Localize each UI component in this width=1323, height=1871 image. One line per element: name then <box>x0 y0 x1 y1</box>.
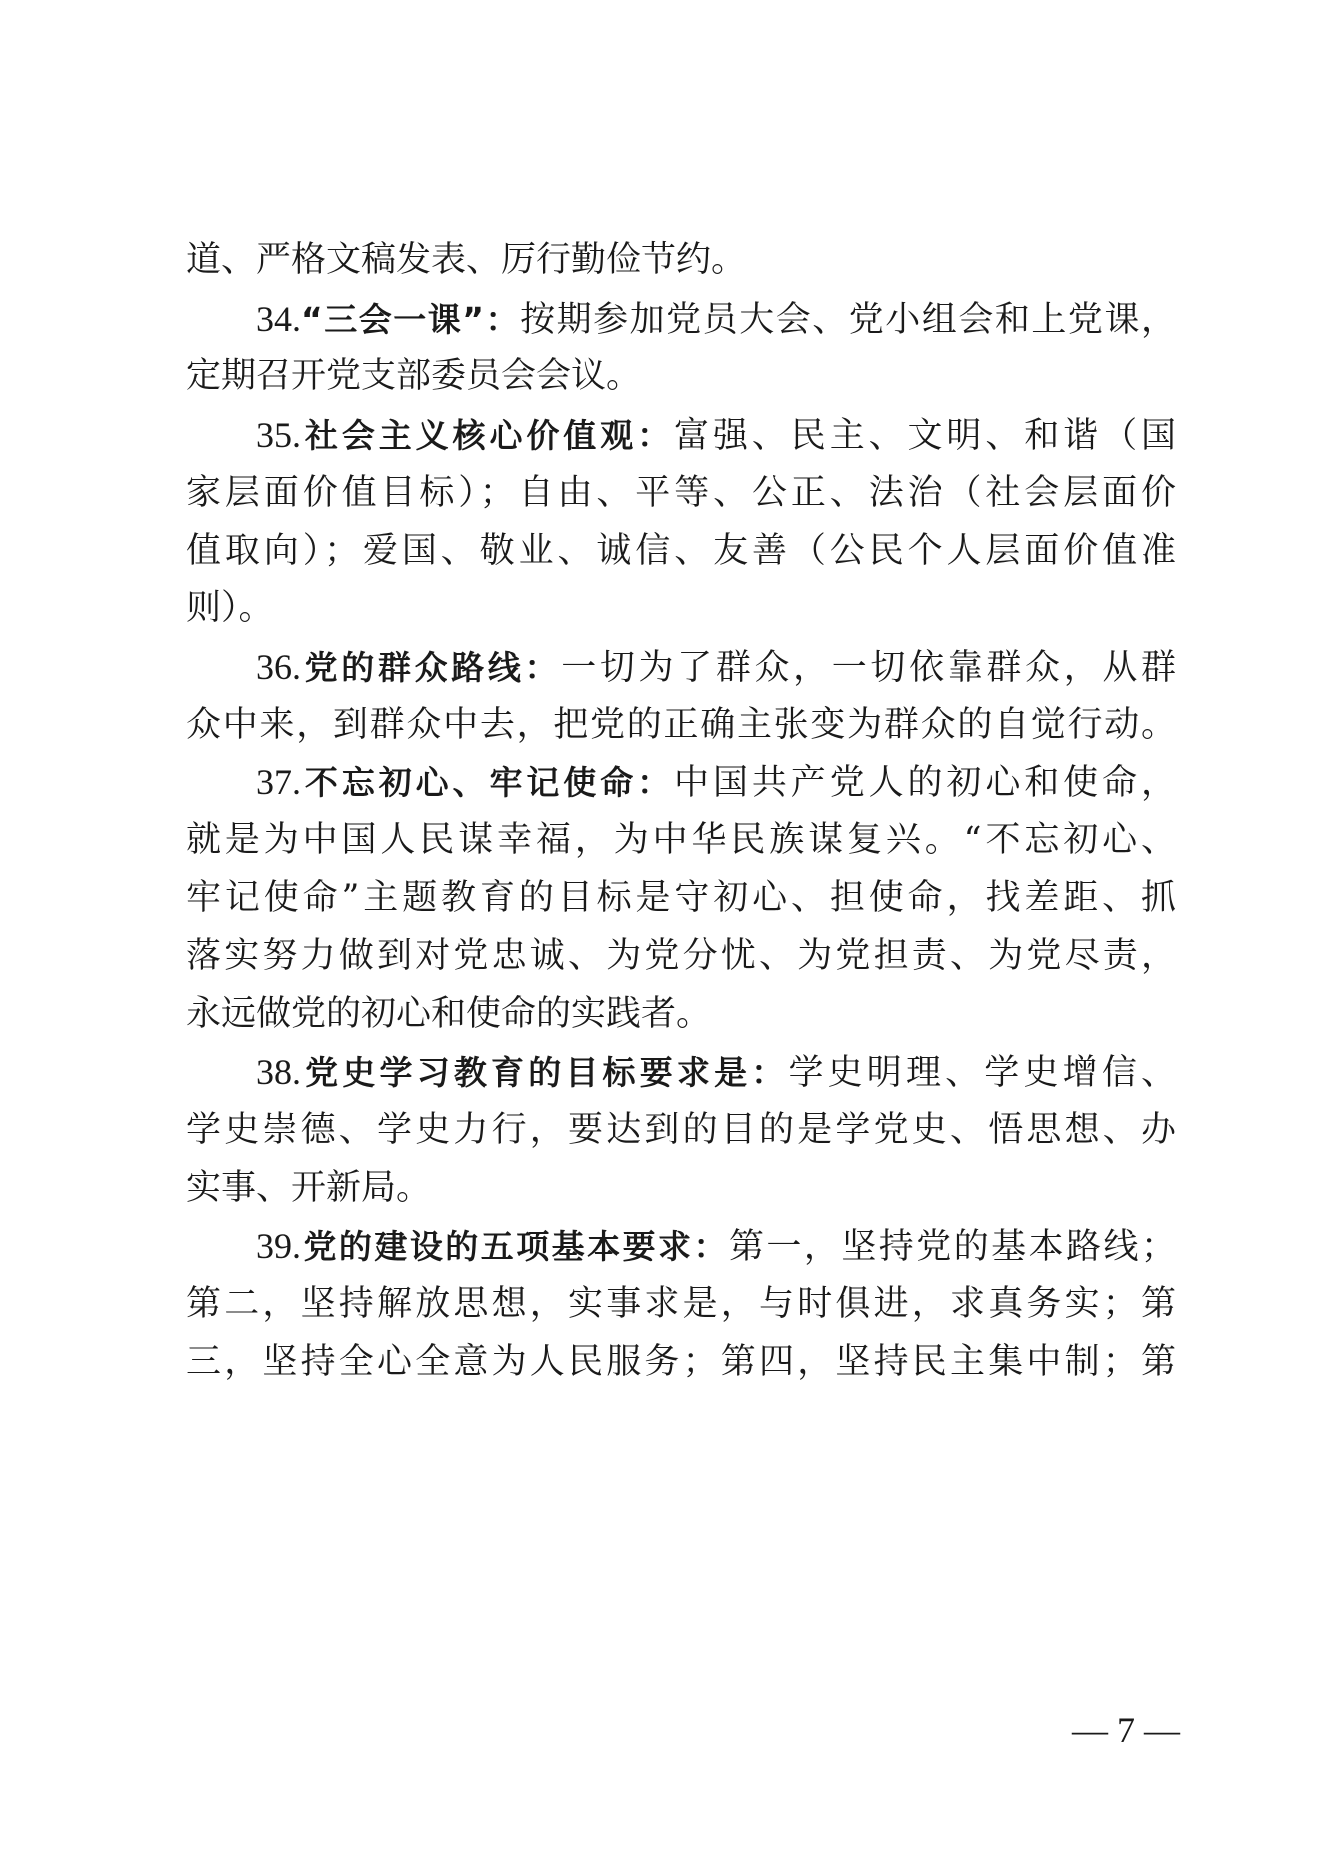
text-line: 道、严格文稿发表、厉行勤俭节约。 <box>186 240 747 280</box>
term-label: 社会主义核心价值观： <box>301 416 675 455</box>
item-38-heading-line <box>186 1044 1176 1100</box>
item-37-heading-line <box>186 754 1176 810</box>
text-line: 牢记使命”主题教育的目标是守初心、担使命，找差距、抓 <box>186 878 1176 918</box>
term-label: “三会一课”： <box>301 300 521 339</box>
item-36-heading-line <box>186 639 1176 695</box>
term-definition: 第一，坚持党的基本路线； <box>728 1227 1176 1267</box>
text-line: 永远做党的初心和使命的实践者。 <box>186 994 712 1034</box>
item-35-heading-line <box>186 407 1176 463</box>
term-label: 党的建设的五项基本要求： <box>301 1227 729 1266</box>
text-line: 第二，坚持解放思想，实事求是，与时俱进，求真务实；第 <box>186 1284 1176 1324</box>
text-line: 则）。 <box>186 588 274 628</box>
term-label: 党的群众路线： <box>301 648 562 687</box>
term-definition: 富强、民主、文明、和谐（国 <box>674 416 1176 456</box>
text-line: 学史崇德、学史力行，要达到的目的是学党史、悟思想、办 <box>186 1110 1176 1150</box>
item-number: 39. <box>256 1226 301 1266</box>
term-definition: 中国共产党人的初心和使命， <box>674 763 1176 803</box>
text-line: 落实努力做到对党忠诚、为党分忧、为党担责、为党尽责， <box>186 936 1176 976</box>
text-line: 就是为中国人民谋幸福，为中华民族谋复兴。“不忘初心、 <box>186 820 1176 860</box>
item-number: 38. <box>256 1052 301 1092</box>
term-label: 不忘初心、牢记使命： <box>301 763 675 802</box>
item-number: 36. <box>256 647 301 687</box>
text-line: 值取向）；爱国、敬业、诚信、友善（公民个人层面价值准 <box>186 531 1176 571</box>
item-number: 34. <box>256 299 301 339</box>
item-number: 37. <box>256 762 301 802</box>
term-definition: 学史明理、学史增信、 <box>788 1053 1176 1093</box>
term-label: 党史学习教育的目标要求是： <box>301 1053 789 1092</box>
text-line: 家层面价值目标）；自由、平等、公正、法治（社会层面价 <box>186 473 1176 513</box>
text-line: 定期召开党支部委员会会议。 <box>186 356 642 396</box>
text-line: 实事、开新局。 <box>186 1168 432 1208</box>
text-line: 众中来，到群众中去，把党的正确主张变为群众的自觉行动。 <box>186 705 1176 745</box>
item-39-heading-line <box>186 1218 1176 1274</box>
item-number: 35. <box>256 415 301 455</box>
term-definition: 按期参加党员大会、党小组会和上党课， <box>520 300 1176 340</box>
text-line: 三，坚持全心全意为人民服务；第四，坚持民主集中制；第 <box>186 1342 1176 1382</box>
term-definition: 一切为了群众，一切依靠群众，从群 <box>561 648 1176 688</box>
item-34-heading-line <box>186 291 1176 347</box>
page-number: — 7 — <box>1072 1710 1180 1750</box>
